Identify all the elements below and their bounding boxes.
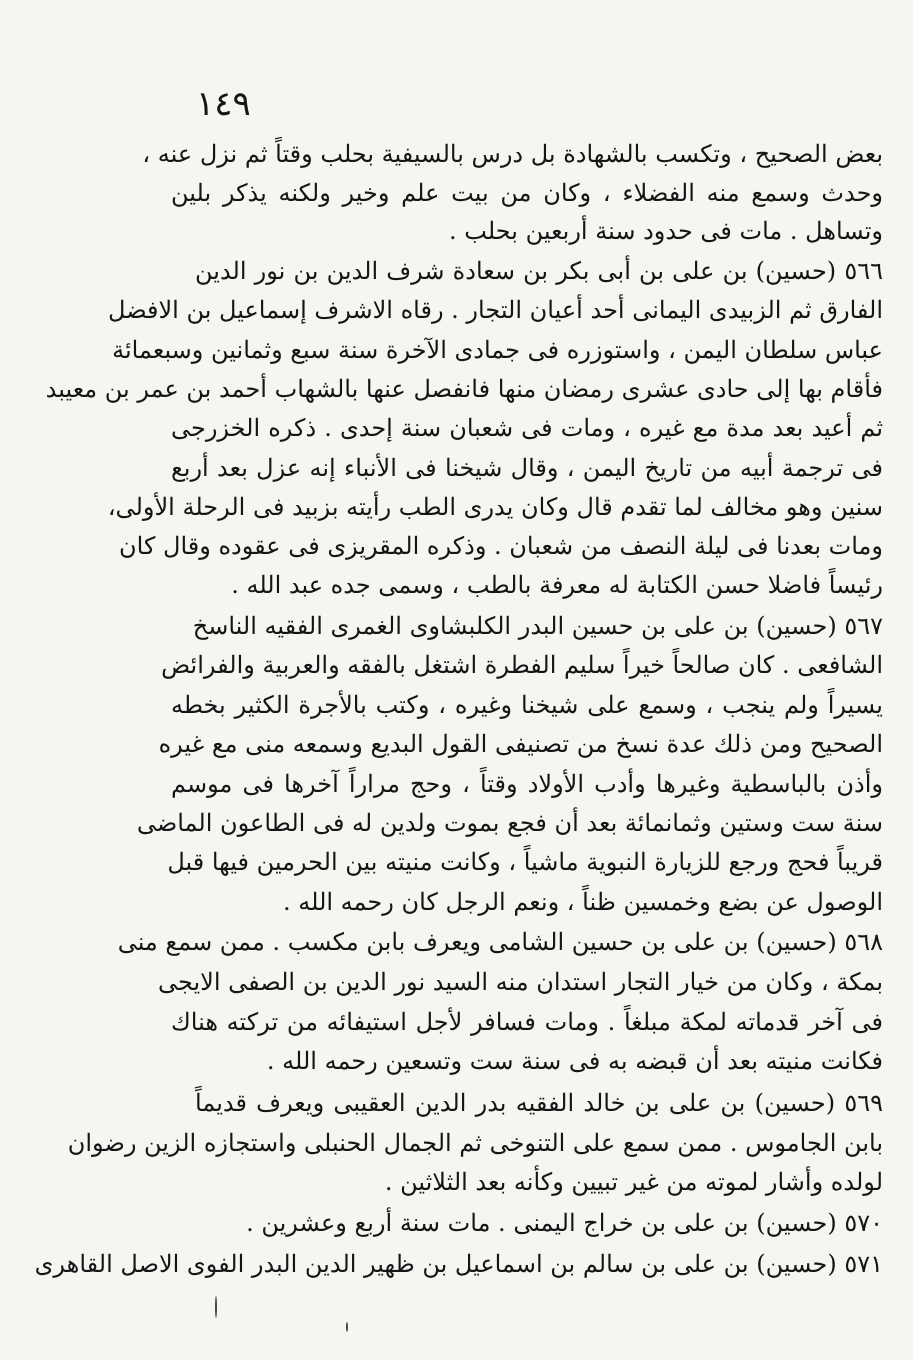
text-line: بعض الصحيح ، وتكسب بالشهادة بل درس بالسيفية بحلب وقتاً ثم نزل عنه ، bbox=[142, 140, 883, 168]
text-line: سنة ست وستين وثمانمائة بعد أن فجع بموت ولدين له فى الطاعون الماضى bbox=[136, 809, 883, 837]
text-line: فى ترجمة أبيه من تاريخ اليمن ، وقال شيخنا فى الأنباء إنه عزل بعد أربع bbox=[171, 454, 883, 482]
text-line: عباس سلطان اليمن ، واستوزره فى جمادى الآخرة سنة سبع وثمانين وسبعمائة bbox=[112, 336, 883, 364]
text-line: رئيساً فاضلا حسن الكتابة له معرفة بالطب ، وسمى جده عبد الله . bbox=[231, 571, 883, 599]
text-line: الفارق ثم الزبيدى اليمانى أحد أعيان التجار . رقاه الاشرف إسماعيل بن الافضل bbox=[108, 296, 883, 324]
text-line: بابن الجاموس . ممن سمع على التنوخى ثم الجمال الحنبلى واستجازه الزين رضوان bbox=[67, 1129, 883, 1157]
text-line: ثم أعيد بعد مدة مع غيره ، ومات فى شعبان سنة إحدى . ذكره الخزرجى bbox=[171, 414, 883, 442]
page-number: ١٤٩ bbox=[196, 84, 251, 124]
text-line: سنين وهو مخالف لما تقدم قال وكان يدرى الطب رأيته بزبيد فى الرحلة الأولى، bbox=[107, 493, 883, 521]
text-line: فأقام بها إلى حادى عشرى رمضان منها فانفصل عنها بالشهاب أحمد بن عمر بن معيبد bbox=[45, 375, 883, 403]
entry-566-line: ٥٦٦ (حسين) بن على بن أبى بكر بن سعادة شرف الدين بن نور الدين bbox=[195, 257, 884, 285]
text-line: الشافعى . كان صالحاً خيراً سليم الفطرة اشتغل بالفقه والعربية والفرائض bbox=[161, 651, 883, 679]
entry-568-line: ٥٦٨ (حسين) بن على بن حسين الشامى ويعرف بابن مكسب . ممن سمع منى bbox=[117, 928, 883, 956]
scan-speck bbox=[215, 1296, 217, 1318]
text-line: فكانت منيته بعد أن قبضه به فى سنة ست وتسعين رحمه الله . bbox=[266, 1047, 883, 1075]
text-line: فى آخر قدماته لمكة مبلغاً . ومات فسافر لأجل استيفائه من تركته هناك bbox=[171, 1008, 883, 1036]
text-line: ومات بعدنا فى ليلة النصف من شعبان . وذكره المقريزى فى عقوده وقال كان bbox=[119, 532, 883, 560]
entry-569-line: ٥٦٩ (حسين) بن على بن خالد الفقيه بدر الدين العقيبى ويعرف قديماً bbox=[195, 1089, 883, 1117]
text-line: الصحيح ومن ذلك عدة نسخ من تصنيفى القول البديع وسمعه منى مع غيره bbox=[158, 730, 883, 758]
text-line: لولده وأشار لموته من غير تبيين وكأنه بعد الثلاثين . bbox=[384, 1168, 883, 1196]
text-line: الوصول عن بضع وخمسين ظناً ، ونعم الرجل كان رحمه الله . bbox=[283, 888, 883, 916]
text-line: وتساهل . مات فى حدود سنة أربعين بحلب . bbox=[449, 217, 883, 245]
text-line: وحدث وسمع منه الفضلاء ، وكان من بيت علم وخير ولكنه يذكر بلين bbox=[171, 179, 883, 207]
scan-speck bbox=[346, 1322, 348, 1332]
entry-570-line: ٥٧٠ (حسين) بن على بن خراج اليمنى . مات سنة أربع وعشرين . bbox=[246, 1209, 883, 1237]
entry-571-line: ٥٧١ (حسين) بن على بن سالم بن اسماعيل بن ظهير الدين البدر الفوى الاصل القاهرى bbox=[34, 1250, 883, 1278]
text-line: يسيراً ولم ينجب ، وسمع على شيخنا وغيره ، وكتب بالأجرة الكثير بخطه bbox=[171, 691, 883, 719]
text-line: بمكة ، وكان من خيار التجار استدان منه السيد نور الدين بن الصفى الايجى bbox=[158, 968, 883, 996]
entry-567-line: ٥٦٧ (حسين) بن على بن حسين البدر الكلبشاوى الغمرى الفقيه الناسخ bbox=[192, 612, 883, 640]
text-line: قريباً فحج ورجع للزيارة النبوية ماشياً ، وكانت منيته بين الحرمين فيها قبل bbox=[167, 848, 883, 876]
text-line: وأذن بالباسطية وغيرها وأدب الأولاد وقتاً ، وحج مراراً آخرها فى موسم bbox=[171, 770, 883, 798]
